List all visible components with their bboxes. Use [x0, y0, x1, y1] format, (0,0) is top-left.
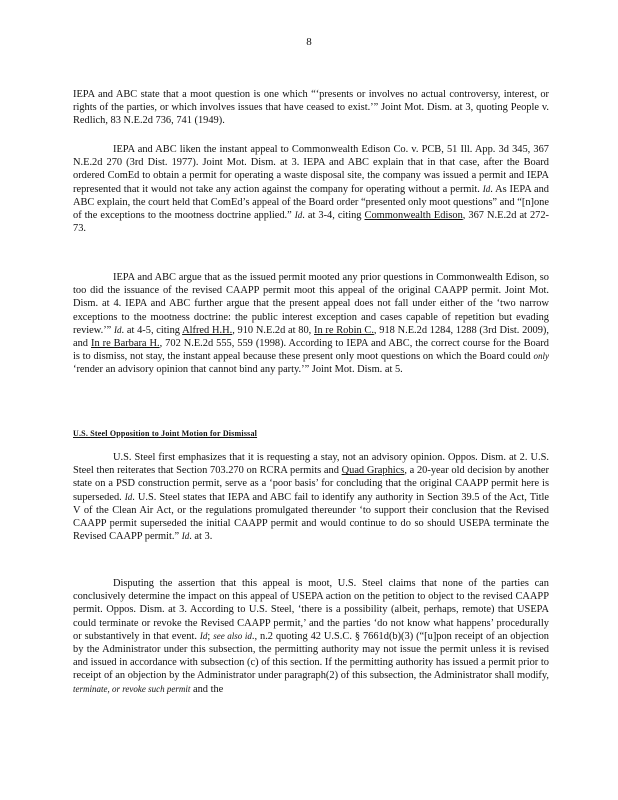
paragraph-5 — [73, 577, 549, 696]
italic-text: Id — [294, 210, 303, 221]
italic-text: Id — [181, 531, 190, 542]
italic-text: Id — [199, 630, 208, 641]
text-run: IEPA and ABC state that a moot question is one which “‘presents or involves no actual controversy, interest, or rights of the parties, or which involves issues that have ceased to exist.’” Joint Mot. Dism. at 3, quoting People v. Redlich, 83 N.E.2d 736, 741 (1949). — [73, 89, 549, 127]
section-heading: U.S. Steel Opposition to Joint Motion for Dismissal — [73, 429, 258, 438]
text-run: U.S. Steel first emphasizes that it is requesting a stay, not an advisory opinion. Oppos. Dism. at 2. U.S. Steel then reiterates that Section 703.270 on RCRA permits and — [73, 452, 549, 477]
text-run: IEPA and ABC argue that as the issued permit mooted any prior questions in Commonwealth Edison, so too did the issuance of the revised CAAPP permit moot this appeal of the original CAAPP permit. Joint Mot. Dism. at 4. IEPA and ABC further argue that the present appeal does not fall under either of the ‘two narrow exceptions to the mootness doctrine: the public interest exception and cases capable of repetition but evading review.’” — [73, 272, 549, 336]
text-run: . at 3. — [189, 531, 213, 543]
text-run: IEPA and ABC liken the instant appeal to Commonwealth Edison Co. v. PCB, 51 Ill. App. 3d 345, 367 N.E.2d 270 (3rd Dist. 1977). Joint Mot. Dism. at 3. IEPA and ABC explain that in that case, after the Board ordered ComEd to obtain a permit for operating a waste disposal site, the company was issued a permit and IEPA represented that it would not take any action against the company for operating without a permit. — [73, 144, 549, 195]
text-run: ‘render an advisory opinion that cannot bind any party.’” Joint Mot. Dism. at 5. — [73, 364, 403, 376]
text-run: , a 20-year old decision by another state on a PSD construction permit, serve as a ‘poor basis’ for concluding that the original CAAPP permit here is superseded. — [73, 465, 549, 503]
text-run: ., n.2 quoting 42 U.S.C. § 7661d(b)(3) (“[u]pon receipt of an objection by the Administrator under this subsection, the permitting authority may not issue the permit unless it is revised and issued in accordance with subsection (c) of this section. If the permitting authority has issued a permit prior to receipt of an objection by the Administrator under paragraph(2) of this subsection, the Administrator shall modify, — [73, 630, 549, 682]
text-run: , 910 N.E.2d at 80, — [232, 324, 315, 336]
text-run: and the — [190, 683, 224, 695]
text-run: ; — [207, 630, 214, 642]
text-run: . at 4-5, citing — [121, 324, 183, 336]
case-citation: Alfred H.H. — [182, 324, 233, 336]
italic-text: see also id — [213, 630, 252, 641]
paragraph-1 — [73, 88, 549, 128]
case-citation: Commonwealth Edison — [364, 210, 463, 222]
text-run: Disputing the assertion that this appeal is moot, U.S. Steel claims that none of the parties can conclusively determine the impact on this appeal of USEPA action on the petition to object to the revised CAAPP permit. Oppos. Dism. at 3. According to U.S. Steel, ‘there is a possibility (albeit, perhaps, remote) that USEPA could terminate or revoke the Revised CAAPP permit,’ and the parties ‘do not know what happens’ procedurally or substantively in that event. — [73, 578, 549, 642]
text-run: , 367 N.E.2d at 272-73. — [73, 210, 549, 235]
italic-text: Id — [114, 324, 122, 335]
case-citation: Quad Graphics — [341, 465, 405, 477]
paragraph-2 — [73, 143, 549, 235]
italic-text: Id — [482, 183, 491, 194]
page-number: 8 — [306, 36, 312, 48]
text-run: . U.S. Steel states that IEPA and ABC fail to identify any authority in Section 39.5 of the Act, Title V of the Clean Air Act, or the regulations promulgated thereunder ‘to support their conclusion that the Revised CAAPP permit superseded the initial CAAPP permit and would continue to do so should USEPA terminate the Revised CAAPP permit.” — [73, 491, 549, 543]
italic-text: only — [533, 351, 549, 362]
text-run: , 702 N.E.2d 555, 559 (1998). According to IEPA and ABC, the correct course for the Board is to dismiss, not stay, the instant appeal because these present only moot questions on which the Board could — [73, 338, 549, 363]
text-run: , 918 N.E.2d 1284, 1288 (3rd Dist. 2009), and — [73, 324, 549, 350]
paragraph-4 — [73, 451, 549, 543]
italic-text: terminate, or revoke such permit — [73, 683, 191, 694]
case-citation: In re Barbara H. — [90, 338, 160, 350]
italic-text: Id — [124, 491, 133, 502]
case-citation: In re Robin C. — [314, 324, 374, 336]
text-run: . As IEPA and ABC explain, the court held that ComEd’s appeal of the Board order “presented only moot questions” and “[n]one of the exceptions to the mootness doctrine applied.” — [73, 183, 549, 222]
paragraph-3 — [73, 271, 549, 377]
text-run: . at 3-4, citing — [302, 210, 365, 222]
